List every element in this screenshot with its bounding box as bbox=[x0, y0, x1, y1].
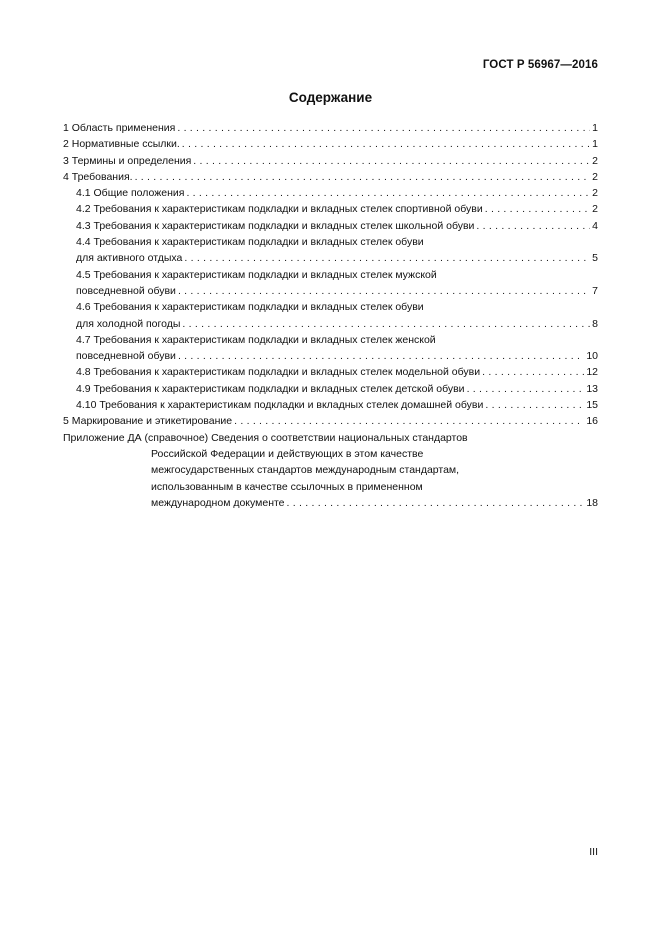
toc-entry-title: 3 Термины и определения bbox=[63, 154, 192, 167]
toc-entry-4-8[interactable] bbox=[63, 364, 598, 380]
toc-entry-4[interactable] bbox=[63, 169, 598, 185]
toc-entry-title-cont: для активного отдыха bbox=[76, 252, 183, 265]
toc-entry-4-9[interactable] bbox=[63, 381, 598, 397]
toc-page-number: 8 bbox=[592, 317, 598, 330]
toc-entry-4-1[interactable] bbox=[63, 185, 598, 201]
toc-entry-3[interactable] bbox=[63, 153, 598, 169]
toc-title: Содержание bbox=[288, 90, 373, 105]
toc-entry-4-5[interactable] bbox=[63, 267, 598, 300]
toc-page-number: 12 bbox=[586, 366, 598, 379]
toc-entry-title: 1 Область применения bbox=[63, 122, 176, 134]
toc-entry-title: 2 Нормативные ссылки. bbox=[63, 138, 180, 151]
toc-entry-appendix-da[interactable] bbox=[63, 430, 598, 511]
toc-page-number: 4 bbox=[592, 219, 598, 232]
toc-entry-title: 4.5 Требования к характеристикам подкладки и вкладных стелек мужской bbox=[76, 268, 437, 281]
toc-entry-5[interactable] bbox=[63, 413, 598, 429]
appendix-title-cont: международном документе bbox=[151, 496, 285, 509]
toc-page-number: 2 bbox=[592, 187, 598, 200]
appendix-title: Приложение ДА (справочное) Сведения о соответствии национальных стандартов bbox=[63, 431, 468, 444]
toc-entry-title: 4 Требования. bbox=[63, 170, 133, 183]
toc-page-number: 2 bbox=[592, 154, 598, 167]
toc-page-number: 5 bbox=[592, 252, 598, 265]
toc-entry-title: 4.8 Требования к характеристикам подкладки и вкладных стелек модельной обуви bbox=[76, 366, 481, 379]
toc-page-number: 10 bbox=[586, 350, 598, 363]
appendix-title-cont: Российской Федерации и действующих в этом качестве bbox=[151, 447, 424, 460]
toc-entry-4-6[interactable] bbox=[63, 299, 598, 332]
page-number-roman: III bbox=[589, 846, 598, 858]
toc-entry-title-cont: для холодной погоды bbox=[76, 317, 181, 330]
toc-page-number: 2 bbox=[592, 203, 598, 216]
document-code: ГОСТ Р 56967—2016 bbox=[482, 59, 598, 71]
toc-page-number: 1 bbox=[592, 138, 598, 151]
toc-page-number: 13 bbox=[586, 382, 598, 395]
toc-entry-4-7[interactable] bbox=[63, 332, 598, 365]
toc-entry-4-10[interactable] bbox=[63, 397, 598, 413]
toc-entry-title: 4.4 Требования к характеристикам подкладки и вкладных стелек обуви bbox=[76, 236, 424, 249]
toc-entry-title: 4.10 Требования к характеристикам подкладки и вкладных стелек домашней обуви bbox=[76, 399, 484, 412]
toc-entry-title: 4.7 Требования к характеристикам подкладки и вкладных стелек женской bbox=[76, 333, 436, 346]
toc-entry-title: 4.6 Требования к характеристикам подкладки и вкладных стелек обуви bbox=[76, 301, 424, 314]
toc-entry-title: 4.9 Требования к характеристикам подкладки и вкладных стелек детской обуви bbox=[76, 382, 465, 395]
toc-entry-4-2[interactable] bbox=[63, 201, 598, 217]
toc-entry-title: 4.2 Требования к характеристикам подкладки и вкладных стелек спортивной обуви bbox=[76, 203, 483, 216]
toc-entry-title-cont: повседневной обуви bbox=[76, 350, 176, 363]
toc-entry-2[interactable] bbox=[63, 136, 598, 152]
toc-page-number: 15 bbox=[586, 399, 598, 412]
appendix-title-cont: использованным в качестве ссылочных в примененном bbox=[151, 480, 423, 493]
toc-page-number: 2 bbox=[592, 170, 598, 183]
toc-entry-1[interactable] bbox=[63, 120, 598, 136]
toc-entry-4-3[interactable] bbox=[63, 218, 598, 234]
appendix-title-cont: межгосударственных стандартов международным стандартам, bbox=[151, 464, 460, 477]
toc-entry-4-4[interactable] bbox=[63, 234, 598, 267]
toc-entry-title: 5 Маркирование и этикетирование bbox=[63, 415, 233, 428]
toc-entry-title-cont: повседневной обуви bbox=[76, 284, 176, 297]
toc-page-number: 7 bbox=[592, 284, 598, 297]
toc-page-number: 1 bbox=[592, 122, 598, 134]
toc-entry-title: 4.3 Требования к характеристикам подкладки и вкладных стелек школьной обуви bbox=[76, 219, 475, 232]
toc-page-number: 16 bbox=[586, 415, 598, 428]
table-of-contents bbox=[63, 120, 598, 511]
toc-entry-title: 4.1 Общие положения bbox=[76, 187, 185, 200]
toc-page-number: 18 bbox=[586, 496, 598, 509]
